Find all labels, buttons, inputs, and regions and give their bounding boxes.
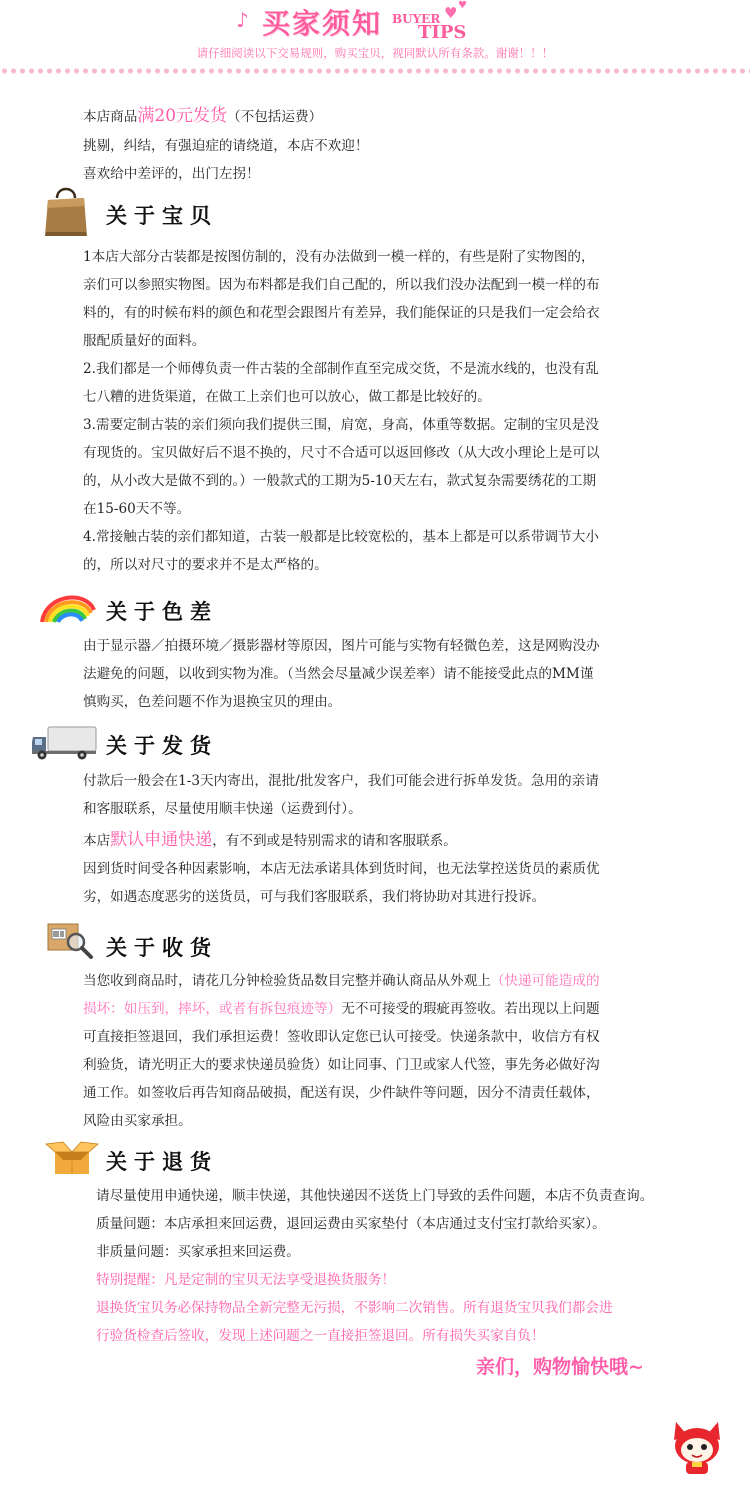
- damage-highlight-2: 损坏：如压到，摔坏，或者有拆包痕迹等）: [83, 1001, 342, 1017]
- receive-line-4: 利验货，请光明正大的要求快递员验货）如让同事、门卫或家人代签，事先务必做好沟: [83, 1057, 600, 1073]
- header-buyer-label: BUYER: [392, 12, 441, 26]
- baby-line-1: 1本店大部分古装都是按图仿制的，没有办法做到一模一样的，有些是附了实物图的，: [83, 249, 595, 265]
- baby-line-12: 的，所以对尺寸的要求并不是太严格的。: [83, 557, 328, 573]
- header-tips-label: TIPS: [418, 22, 467, 43]
- baby-line-7: 3.需要定制古装的亲们须向我们提供三围，肩宽，身高，体重等数据。定制的宝贝是没: [83, 417, 599, 433]
- section-title-baby: 关于宝贝: [106, 203, 218, 228]
- intro-line-2: 挑剔，纠结，有强迫症的请绕道，本店不欢迎！: [83, 138, 369, 154]
- return-line-3: 非质量问题：买家承担来回运费。: [96, 1244, 300, 1260]
- rainbow-icon: [38, 588, 96, 624]
- ship-line-2: 和客服联系，尽量使用顺丰快递（运费到付）。: [83, 801, 362, 817]
- return-pink-line-3: 行验货检查后签收，发现上述问题之一直接拒签退回。所有损失买家自负！: [96, 1328, 545, 1344]
- ship-line-1: 付款后一般会在1-3天内寄出，混批/批发客户，我们可能会进行拆单发货。急用的亲请: [83, 773, 599, 789]
- baby-line-5: 2.我们都是一个师傅负责一件古装的全部制作直至完成交货，不是流水线的，也没有乱: [83, 361, 599, 377]
- baby-line-2: 亲们可以参照实物图。因为布料都是我们自己配的，所以我们没办法配到一模一样的布: [83, 277, 600, 293]
- dotted-divider: [0, 66, 750, 76]
- header-banner: [0, 0, 750, 80]
- heart-small-icon: ♥: [458, 0, 467, 11]
- ship-line-3: 本店默认申通快递，有不到或是特别需求的请和客服联系。: [83, 830, 457, 850]
- baby-line-10: 在15-60天不等。: [83, 501, 191, 517]
- receive-line-2: 损坏：如压到，摔坏，或者有拆包痕迹等）无不可接受的瑕疵再签收。若出现以上问题: [83, 1001, 600, 1017]
- return-pink-line-2: 退换货宝贝务必保持物品全新完整无污损，不影响二次销售。所有退货宝贝我们都会进: [96, 1300, 613, 1316]
- baby-line-9: 的，从小改大是做不到的。）一般款式的工期为5-10天左右，款式复杂需要绣花的工期: [83, 473, 597, 489]
- min-order-highlight: 满20元发货: [137, 106, 228, 126]
- intro-line-1: 本店商品满20元发货（不包括运费）: [83, 106, 323, 126]
- intro-line-3: 喜欢给中差评的，出门左拐！: [83, 166, 260, 182]
- return-pink-line-1: 特别提醒：凡是定制的宝贝无法享受退换货服务！: [96, 1272, 396, 1288]
- baby-line-3: 料的，有的时候布料的颜色和花型会跟图片有差异，我们能保证的只是我们一定会给衣: [83, 305, 600, 321]
- ship-line-4: 因到货时间受各种因素影响，本店无法承诺具体到货时间，也无法掌控送货员的素质优: [83, 861, 600, 877]
- baby-line-11: 4.常接触古装的亲们都知道，古装一般都是比较宽松的，基本上都是可以系带调节大小: [83, 529, 599, 545]
- section-title-receive: 关于收货: [106, 935, 218, 960]
- baby-line-6: 七八糟的进货渠道，在做工上亲们也可以放心，做工都是比较好的。: [83, 389, 491, 405]
- shopping-bag-icon: [43, 182, 89, 238]
- open-box-icon: [45, 1140, 99, 1176]
- courier-highlight: 默认申通快递: [110, 830, 213, 850]
- section-title-color: 关于色差: [106, 599, 218, 624]
- return-line-2: 质量问题：本店承担来回运费，退回运费由买家垫付（本店通过支付宝打款给买家）。: [96, 1216, 606, 1232]
- ship-line-5: 劣，如遇态度恶劣的送货员，可与我们客服联系，我们将协助对其进行投诉。: [83, 889, 546, 905]
- baby-line-4: 服配质量好的面料。: [83, 333, 206, 349]
- header-title: 买家须知: [262, 7, 383, 40]
- receive-line-5: 通工作。如签收后再告知商品破损，配送有误，少件缺件等问题，因分不清责任载体，: [83, 1085, 600, 1101]
- closing-message: 亲们，购物愉快哦~: [476, 1356, 644, 1378]
- return-line-1: 请尽量使用申通快递，顺丰快递，其他快递因不送货上门导致的丢件问题，本店不负责查询。: [96, 1188, 654, 1204]
- section-title-return: 关于退货: [106, 1149, 218, 1174]
- receive-line-3: 可直接拒签退回，我们承担运费！签收即认定您已认可接受。快递条款中，收信方有权: [83, 1029, 600, 1045]
- color-line-3: 慎购买，色差问题不作为退换宝贝的理由。: [83, 694, 342, 710]
- heart-icon: ♥: [444, 4, 458, 22]
- receive-line-6: 风险由买家承担。: [83, 1113, 192, 1129]
- header-subtitle: 请仔细阅读以下交易规则，购买宝贝，视同默认所有条款。谢谢！！！: [196, 46, 554, 60]
- color-line-1: 由于显示器／拍摄环境／摄影器材等原因，图片可能与实物有轻微色差，这是网购没办: [83, 638, 600, 654]
- section-title-ship: 关于发货: [106, 733, 218, 758]
- baby-line-8: 有现货的。宝贝做好后不退不换的，尺寸不合适可以返回修改（从大改小理论上是可以: [83, 445, 600, 461]
- damage-highlight-1: （快递可能造成的: [490, 973, 600, 989]
- mascot-icon: [668, 1418, 726, 1478]
- truck-icon: [30, 725, 98, 761]
- header-decoration: ♪: [236, 8, 249, 32]
- package-magnifier-icon: [46, 920, 94, 960]
- color-line-2: 法避免的问题，以收到实物为准。（当然会尽量减少误差率）请不能接受此点的MM谨: [83, 666, 594, 682]
- receive-line-1: 当您收到商品时，请花几分钟检验货品数目完整并确认商品从外观上（快递可能造成的: [83, 973, 600, 989]
